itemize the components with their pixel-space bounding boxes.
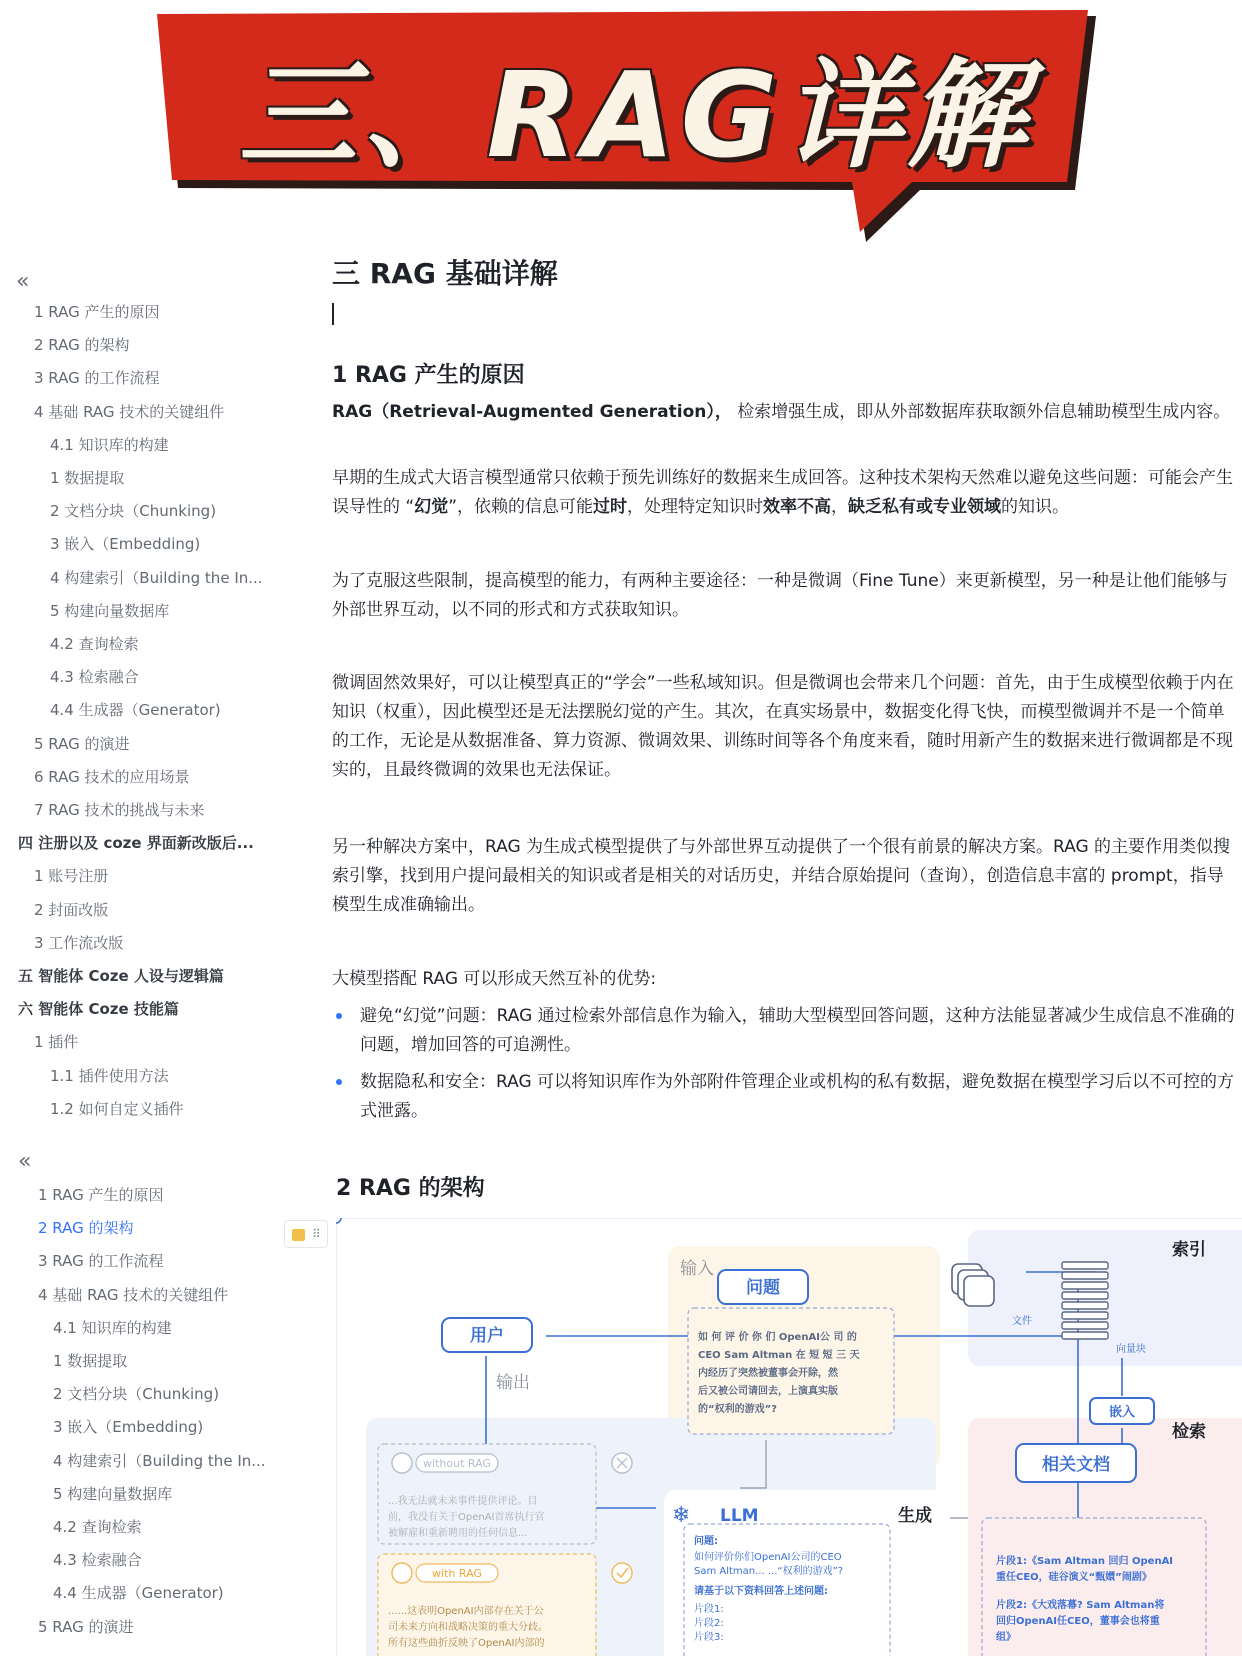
text: ，处理特定知识时 [627, 497, 764, 517]
text: ”，依赖的信息可能 [448, 497, 594, 517]
diagram-text-line: 如何评价你们OpenAI公司的CEO [694, 1552, 842, 1563]
toc-item[interactable]: 4.1 知识库的构建 [53, 1318, 172, 1337]
rag-architecture-diagram [336, 1218, 1242, 1656]
toc-item[interactable]: 4 构建索引（Building the In... [53, 1451, 266, 1470]
without-rag-label: without RAG [423, 1457, 491, 1470]
bullet-dot [336, 1079, 342, 1085]
diagram-text-line: ...我无法就未来事件提供评论。目 [388, 1496, 538, 1507]
sad-face-icon [392, 1453, 412, 1473]
bullet-text: 避免“幻觉”问题：RAG 通过检索外部信息作为输入，辅助大型模型回答问题，这种方法能显著减少生成信息不准确的问题，增加回答的可追溯性。 [360, 1006, 1235, 1055]
text: 早期的生成式大语言模型通常只依赖于预先训练好的数据来生成回答。这种技术架构天然难以避免这些问题：可能会产生误导性的 “ [332, 468, 1233, 517]
user-label: 用户 [470, 1326, 504, 1346]
diagram-text-line: 片段1: [694, 1604, 724, 1615]
input-label: 输入 [680, 1259, 714, 1279]
toc-item[interactable]: 4.4 生成器（Generator) [53, 1584, 224, 1603]
paragraph-early-models [332, 464, 1238, 522]
toc-item[interactable]: 4 基础 RAG 技术的关键组件 [38, 1285, 229, 1304]
bold-inefficient: 效率不高 [763, 497, 832, 517]
llm-label: LLM [720, 1506, 759, 1526]
page-title: 三 RAG 基础详解 [332, 257, 558, 290]
diagram-text-line: 重任CEO，硅谷演义“甄嬛”闹剧》 [996, 1572, 1152, 1583]
related-docs-label: 相关文档 [1042, 1455, 1110, 1475]
bold-outdated: 过时 [593, 497, 628, 517]
diagram-text-line: 被解雇和重新聘用的任何信息... [388, 1528, 528, 1539]
toc-item[interactable]: 4.2 查询检索 [50, 635, 139, 653]
toc-item[interactable]: 3 嵌入（Embedding) [50, 535, 201, 554]
toc-item[interactable]: 1.2 如何自定义插件 [50, 1099, 184, 1118]
toc-item[interactable]: 3 工作流改版 [34, 933, 124, 952]
check-circle-icon [612, 1563, 632, 1583]
diagram-text-line: 的“权利的游戏”? [698, 1404, 777, 1415]
toc-item[interactable]: 6 RAG 技术的应用场景 [34, 767, 190, 786]
toc-item[interactable]: 2 RAG 的架构 [38, 1219, 134, 1238]
toc-item[interactable]: 4.1 知识库的构建 [50, 435, 169, 454]
diagram-text-line: 后又被公司请回去，上演真实版 [698, 1386, 838, 1397]
text: 的知识。 [1001, 497, 1070, 517]
diagram-text-line: 片段3: [694, 1632, 724, 1643]
toc-item[interactable]: 1 RAG 产生的原因 [38, 1186, 164, 1204]
diagram-text-line: 组》 [996, 1632, 1016, 1643]
without-rag-text-lines [388, 1494, 545, 1539]
llm-hint: 请基于以下资料回答上述问题: [694, 1586, 828, 1597]
retrieve-label: 检索 [1172, 1422, 1206, 1442]
bullet-text: 数据隐私和安全：RAG 可以将知识库作为外部附件管理企业或机构的私有数据，避免数据在模型学习后以不可控的方式泄露。 [360, 1072, 1235, 1121]
paragraph-fine-tune: 微调固然效果好，可以让模型真正的“学会”一些私域知识。但是微调也会带来几个问题：首先，由于生成模型依赖于内在知识（权重），因此模型还是无法摆脱幻觉的产生。其次，在真实场景中，数据变化得飞快，而模型微调并不是一个简单的工作，无论是从数据准备、算力资源、微调效果、训练时间等各个角度来看，随时用新产生的数据来进行微调都是不现实的，且最终微调的效果也无法保证。 [332, 673, 1234, 780]
toc-item[interactable]: 2 封面改版 [34, 900, 109, 919]
toc-item[interactable]: 1 数据提取 [50, 469, 125, 487]
vector-label: 向量块 [1116, 1344, 1146, 1355]
toc-item[interactable]: 1 RAG 产生的原因 [34, 303, 160, 321]
toc-item[interactable]: 2 RAG 的架构 [34, 336, 130, 355]
toc-item[interactable]: 1 插件 [34, 1033, 79, 1052]
toc-item[interactable]: 3 RAG 的工作流程 [38, 1252, 164, 1271]
diagram-text-line: 内经历了突然被董事会开除，然 [698, 1368, 838, 1379]
toc-item[interactable]: 4.3 检索融合 [50, 668, 139, 687]
toc-item[interactable]: 六 智能体 Coze 技能篇 [18, 1000, 179, 1019]
generate-label: 生成 [898, 1506, 932, 1526]
toc-item[interactable]: 3 嵌入（Embedding) [53, 1418, 204, 1437]
bullet-hallucination [336, 1002, 1236, 1060]
toc-item[interactable]: 5 RAG 的演进 [38, 1617, 134, 1636]
toc-item[interactable]: 5 构建向量数据库 [53, 1484, 173, 1503]
toc-item[interactable]: 5 构建向量数据库 [50, 601, 170, 620]
image-block-icon [292, 1229, 305, 1241]
collapse-sidebar-icon[interactable]: « [18, 1149, 32, 1174]
diagram-text-line: CEO Sam Altman 在 短 短 三 天 [698, 1350, 860, 1361]
index-label: 索引 [1172, 1240, 1206, 1260]
smile-face-icon [392, 1563, 412, 1583]
bold-lack-private: 缺乏私有或专业领域 [848, 497, 1002, 517]
question-label: 问题 [746, 1278, 780, 1298]
toc-item[interactable]: 2 文档分块（Chunking) [53, 1385, 220, 1404]
snowflake-icon: ❄ [672, 1503, 691, 1528]
llm-chunk-lines [694, 1602, 724, 1643]
toc-item[interactable]: 4.3 检索融合 [53, 1551, 142, 1570]
diagram-text-line: 片段2: [694, 1618, 724, 1629]
paragraph-overcome-limits: 为了克服这些限制，提高模型的能力，有两种主要途径：一种是微调（Fine Tune）来更新模型，另一种是让他们能够与外部世界互动，以不同的形式和方式获取知识。 [332, 571, 1228, 620]
diagram-text-line: Sam Altman... ...“权利的游戏”? [694, 1566, 844, 1577]
toc-item[interactable]: 4.2 查询检索 [53, 1518, 142, 1536]
rag-definition-text: 检索增强生成，即从外部数据库获取额外信息辅助模型生成内容。 [731, 402, 1231, 422]
with-rag-text-lines [388, 1604, 548, 1649]
section-title-1: 1 RAG 产生的原因 [332, 363, 525, 388]
diagram-text-line: 片段2:《大戏落幕? Sam Altman将 [996, 1600, 1165, 1611]
paragraph-rag-definition [332, 398, 1238, 427]
toc-item[interactable]: 四 注册以及 coze 界面新改版后... [18, 834, 254, 853]
toc-item[interactable]: 3 RAG 的工作流程 [34, 369, 160, 388]
llm-question-title: 问题: [694, 1536, 718, 1547]
with-rag-label: with RAG [432, 1567, 482, 1580]
file-label: 文件 [1012, 1316, 1032, 1327]
bullet-privacy [336, 1068, 1236, 1126]
diagram-text-line: 如 何 评 价 你 们 OpenAI公 司 的 [698, 1332, 857, 1343]
text-cursor [332, 303, 334, 325]
diagram-text-line: ......这表明OpenAI内部存在关于公 [388, 1606, 544, 1617]
text: ， [831, 497, 849, 517]
toc-item[interactable]: 1 账号注册 [34, 867, 109, 886]
paragraph-advantages: 大模型搭配 RAG 可以形成天然互补的优势: [332, 969, 657, 989]
diagram-canvas [336, 1218, 1242, 1656]
diagram-text-line: 回归OpenAI任CEO，董事会也将重 [996, 1616, 1160, 1627]
toc-item[interactable]: 1 数据提取 [53, 1352, 128, 1370]
drag-handle-icon[interactable]: ⠿ [312, 1227, 321, 1241]
bold-hallucination: 幻觉 [414, 497, 449, 517]
toc-item[interactable]: 4 基础 RAG 技术的关键组件 [34, 402, 225, 421]
block-handle[interactable] [284, 1220, 328, 1248]
toc-item[interactable]: 4.4 生成器（Generator) [50, 701, 221, 720]
rag-term: RAG（Retrieval-Augmented Generation）， [332, 402, 732, 422]
toc-item[interactable]: 1.1 插件使用方法 [50, 1066, 169, 1085]
toc-item[interactable]: 7 RAG 技术的挑战与未来 [34, 801, 205, 819]
collapse-sidebar-icon[interactable]: « [16, 269, 30, 294]
toc-item[interactable]: 5 RAG 的演进 [34, 734, 130, 753]
diagram-text-line: 片段1:《Sam Altman 回归 OpenAI [996, 1556, 1174, 1567]
output-label: 输出 [496, 1373, 530, 1393]
toc-item[interactable]: 2 文档分块（Chunking) [50, 502, 217, 521]
diagram-text-line: 司未来方向和战略决策的重大分歧。 [388, 1622, 548, 1633]
section-title-2: 2 RAG 的架构 [336, 1176, 485, 1201]
toc-item[interactable]: 4 构建索引（Building the In... [50, 568, 263, 587]
bullet-dot [336, 1013, 342, 1019]
diagram-text-line: 所有这些曲折反映了OpenAI内部的 [388, 1638, 545, 1649]
toc-item[interactable]: 五 智能体 Coze 人设与逻辑篇 [18, 967, 224, 985]
title-banner [0, 0, 1242, 245]
paragraph-rag-solution: 另一种解决方案中，RAG 为生成式模型提供了与外部世界互动提供了一个很有前景的解决方案。RAG 的主要作用类似搜索引擎，找到用户提问最相关的知识或者是相关的对话历史，并结合原始提问（查询），创造信息丰富的 prompt，指导模型生成准确输出。 [332, 837, 1231, 915]
banner-title: 三、RAG详解 [238, 46, 1032, 184]
diagram-text-line: 前，我没有关于OpenAI首席执行官 [388, 1512, 545, 1523]
embed-label: 嵌入 [1108, 1405, 1136, 1420]
